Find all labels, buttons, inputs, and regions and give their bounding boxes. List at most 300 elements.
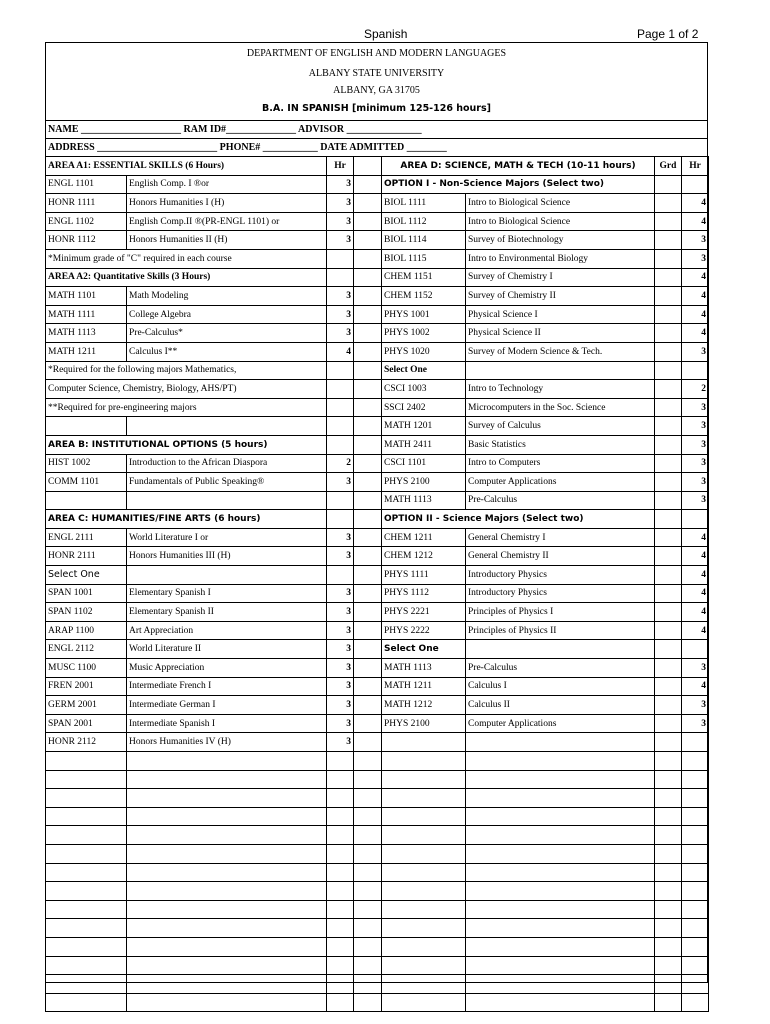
hr-cell[interactable]: [327, 956, 354, 975]
course-code: HONR 1112: [46, 231, 127, 250]
hr-cell[interactable]: [327, 789, 354, 808]
course-code: HONR 2111: [46, 547, 127, 566]
blank-title-cell[interactable]: [127, 752, 327, 771]
grade-cell[interactable]: [354, 305, 382, 324]
course-hours: [327, 398, 354, 417]
grade-cell[interactable]: [354, 175, 382, 194]
grade-cell[interactable]: [655, 454, 682, 473]
course-hours: [327, 435, 354, 454]
blank-title-cell[interactable]: [466, 919, 655, 938]
grade-cell[interactable]: [655, 435, 682, 454]
blank-title-cell[interactable]: [127, 770, 327, 789]
university-line: ALBANY STATE UNIVERSITY: [308, 68, 445, 79]
course-title: [127, 417, 327, 436]
hr-cell[interactable]: [327, 752, 354, 771]
course-hours: 3: [327, 603, 354, 622]
grade-cell[interactable]: [354, 789, 382, 808]
course-title: Principles of Physics I: [466, 603, 655, 622]
course-title: [127, 491, 327, 510]
course-row: [46, 473, 382, 492]
grade-cell[interactable]: [655, 640, 682, 659]
hr-cell[interactable]: [327, 993, 354, 1012]
grade-cell[interactable]: [354, 287, 382, 306]
course-code: CHEM 1211: [382, 528, 466, 547]
blank-title-cell[interactable]: [466, 975, 655, 994]
grade-cell[interactable]: [354, 900, 382, 919]
grade-cell[interactable]: [655, 287, 682, 306]
blank-course-cell[interactable]: [382, 733, 466, 752]
divider: [45, 120, 708, 121]
course-title: English Comp.II ®(PR-ENGL 1101) or: [127, 212, 327, 231]
blank-course-cell[interactable]: [46, 863, 127, 882]
blank-course-cell[interactable]: [46, 993, 127, 1012]
course-hours: [327, 361, 354, 380]
blank-course-cell[interactable]: [382, 993, 466, 1012]
blank-title-cell[interactable]: [127, 919, 327, 938]
grade-cell[interactable]: [354, 975, 382, 994]
course-hours: 3: [327, 621, 354, 640]
course-code: CHEM 1212: [382, 547, 466, 566]
course-row: [46, 268, 382, 287]
grade-cell[interactable]: [655, 398, 682, 417]
hr-cell[interactable]: [682, 993, 709, 1012]
grade-cell[interactable]: [354, 659, 382, 678]
grade-cell[interactable]: [655, 268, 682, 287]
grade-cell[interactable]: [655, 882, 682, 901]
course-hours: 4: [682, 287, 709, 306]
page-number: Page 1 of 2: [637, 27, 699, 41]
blank-course-cell[interactable]: [382, 770, 466, 789]
blank-title-cell[interactable]: [466, 752, 655, 771]
course-hours: 4: [682, 603, 709, 622]
course-code: HONR 2112: [46, 733, 127, 752]
blank-course-cell[interactable]: [46, 789, 127, 808]
course-title: Physical Science II: [466, 324, 655, 343]
grade-cell[interactable]: [354, 491, 382, 510]
blank-course-cell[interactable]: [382, 789, 466, 808]
blank-title-cell[interactable]: [466, 956, 655, 975]
course-code: SPAN 1102: [46, 603, 127, 622]
grade-cell[interactable]: [354, 547, 382, 566]
grade-cell[interactable]: [655, 510, 682, 529]
course-code: MATH 1211: [382, 677, 466, 696]
blank-title-cell[interactable]: [466, 733, 655, 752]
grade-cell[interactable]: [354, 993, 382, 1012]
grade-cell[interactable]: [354, 733, 382, 752]
course-row: [382, 249, 709, 268]
course-hours: [327, 249, 354, 268]
course-row: [382, 435, 709, 454]
hr-cell[interactable]: [682, 789, 709, 808]
course-row: [46, 342, 382, 361]
blank-title-cell[interactable]: [127, 900, 327, 919]
blank-course-cell[interactable]: [382, 956, 466, 975]
course-hours: 4: [682, 212, 709, 231]
hr-cell[interactable]: [682, 975, 709, 994]
course-code: MATH 1101: [46, 287, 127, 306]
hr-cell[interactable]: [327, 937, 354, 956]
course-title: Survey of Chemistry II: [466, 287, 655, 306]
course-row: [382, 621, 709, 640]
blank-course-cell[interactable]: [46, 752, 127, 771]
grade-cell[interactable]: [354, 528, 382, 547]
course-hours: 3: [327, 696, 354, 715]
course-title: Calculus I: [466, 677, 655, 696]
course-row: [46, 807, 382, 826]
grade-cell[interactable]: [655, 900, 682, 919]
course-row: [382, 361, 709, 380]
grade-cell[interactable]: [655, 789, 682, 808]
hr-cell[interactable]: [682, 937, 709, 956]
grade-cell[interactable]: [354, 937, 382, 956]
course-hours: 3: [327, 659, 354, 678]
course-row: [382, 882, 709, 901]
grade-cell[interactable]: [354, 342, 382, 361]
section-label: Computer Science, Chemistry, Biology, AHS/PT): [46, 380, 327, 399]
blank-title-cell[interactable]: [127, 937, 327, 956]
course-code: [46, 491, 127, 510]
course-title: Pre-Calculus*: [127, 324, 327, 343]
blank-title-cell[interactable]: [127, 956, 327, 975]
grade-cell[interactable]: [354, 454, 382, 473]
grade-cell[interactable]: [354, 826, 382, 845]
grade-cell[interactable]: [354, 603, 382, 622]
grade-cell[interactable]: [655, 770, 682, 789]
course-title: Pre-Calculus: [466, 491, 655, 510]
grade-cell[interactable]: [655, 566, 682, 585]
blank-course-cell[interactable]: [382, 937, 466, 956]
course-hours: 4: [682, 547, 709, 566]
course-hours: 3: [327, 714, 354, 733]
course-row: [46, 677, 382, 696]
course-row: [382, 770, 709, 789]
grade-cell[interactable]: [354, 956, 382, 975]
grade-cell[interactable]: [354, 752, 382, 771]
blank-title-cell[interactable]: [466, 900, 655, 919]
grade-cell[interactable]: [354, 212, 382, 231]
grade-cell[interactable]: [354, 807, 382, 826]
left-course-table: [45, 156, 382, 1012]
grade-cell[interactable]: [354, 398, 382, 417]
course-code: MATH 1111: [46, 305, 127, 324]
blank-course-cell[interactable]: [46, 975, 127, 994]
grade-cell[interactable]: [354, 194, 382, 213]
course-hours: 3: [682, 435, 709, 454]
hr-cell[interactable]: [682, 770, 709, 789]
grade-cell[interactable]: [354, 435, 382, 454]
course-code: PHYS 2222: [382, 621, 466, 640]
course-hours: 3: [327, 677, 354, 696]
grade-cell[interactable]: [354, 882, 382, 901]
course-hours: [682, 175, 709, 194]
course-code: PHYS 2100: [382, 714, 466, 733]
course-row: [382, 844, 709, 863]
course-title: Intro to Biological Science: [466, 194, 655, 213]
course-hours: [327, 510, 354, 529]
grade-cell[interactable]: [655, 342, 682, 361]
course-hours: 3: [682, 454, 709, 473]
blank-title-cell[interactable]: [466, 993, 655, 1012]
course-hours: 3: [327, 473, 354, 492]
course-row: [46, 714, 382, 733]
course-hours: 4: [682, 268, 709, 287]
hr-cell[interactable]: [682, 844, 709, 863]
blank-title-cell[interactable]: [127, 807, 327, 826]
blank-title-cell[interactable]: [127, 826, 327, 845]
course-title: Physical Science I: [466, 305, 655, 324]
grade-cell[interactable]: [354, 268, 382, 287]
course-row: [382, 696, 709, 715]
course-row: [46, 547, 382, 566]
grade-cell[interactable]: [655, 919, 682, 938]
blank-course-cell[interactable]: [46, 919, 127, 938]
grade-cell[interactable]: [655, 696, 682, 715]
course-row: [46, 993, 382, 1012]
course-code: GERM 2001: [46, 696, 127, 715]
course-title: Survey of Modern Science & Tech.: [466, 342, 655, 361]
hr-cell[interactable]: [327, 844, 354, 863]
course-code: BIOL 1114: [382, 231, 466, 250]
course-code: PHYS 2100: [382, 473, 466, 492]
course-code: CSCI 1101: [382, 454, 466, 473]
grade-cell[interactable]: [354, 473, 382, 492]
hr-cell[interactable]: [327, 882, 354, 901]
grade-cell[interactable]: [655, 826, 682, 845]
course-code: Select One: [382, 640, 466, 659]
grade-cell[interactable]: [655, 249, 682, 268]
grade-cell[interactable]: [354, 919, 382, 938]
blank-course-cell[interactable]: [382, 844, 466, 863]
grade-cell[interactable]: [354, 249, 382, 268]
blank-course-cell[interactable]: [382, 882, 466, 901]
blank-title-cell[interactable]: [127, 844, 327, 863]
blank-title-cell[interactable]: [466, 807, 655, 826]
grade-cell[interactable]: [655, 714, 682, 733]
grade-cell[interactable]: [354, 157, 382, 176]
grade-cell[interactable]: [354, 566, 382, 585]
course-title: Intro to Technology: [466, 380, 655, 399]
grade-cell[interactable]: [354, 231, 382, 250]
course-hours: 3: [327, 212, 354, 231]
blank-title-cell[interactable]: [127, 789, 327, 808]
course-title: Introduction to the African Diaspora: [127, 454, 327, 473]
grade-cell[interactable]: [354, 417, 382, 436]
course-row: [382, 287, 709, 306]
course-hours: 3: [327, 547, 354, 566]
grade-cell[interactable]: [655, 863, 682, 882]
course-row: [46, 937, 382, 956]
grade-cell[interactable]: [655, 212, 682, 231]
grade-cell[interactable]: [655, 361, 682, 380]
course-row: [382, 417, 709, 436]
grade-cell[interactable]: [354, 324, 382, 343]
grade-cell[interactable]: [655, 937, 682, 956]
blank-course-cell[interactable]: [46, 844, 127, 863]
blank-title-cell[interactable]: [127, 975, 327, 994]
grade-cell[interactable]: [354, 640, 382, 659]
hr-cell[interactable]: [327, 975, 354, 994]
course-hours: 4: [682, 566, 709, 585]
grade-cell[interactable]: [354, 584, 382, 603]
grade-cell[interactable]: [354, 714, 382, 733]
grade-cell[interactable]: [354, 621, 382, 640]
blank-title-cell[interactable]: [127, 993, 327, 1012]
grade-cell[interactable]: [655, 733, 682, 752]
course-row: [382, 733, 709, 752]
header-row: [382, 157, 709, 176]
course-row: [382, 937, 709, 956]
course-hours: 3: [327, 175, 354, 194]
grade-cell[interactable]: [655, 528, 682, 547]
grade-cell[interactable]: [655, 603, 682, 622]
blank-course-cell[interactable]: [382, 807, 466, 826]
blank-course-cell[interactable]: [46, 807, 127, 826]
hr-cell[interactable]: [682, 752, 709, 771]
grade-cell[interactable]: [655, 752, 682, 771]
course-row: [382, 194, 709, 213]
course-title: Computer Applications: [466, 473, 655, 492]
hr-cell[interactable]: [682, 863, 709, 882]
blank-title-cell[interactable]: [127, 863, 327, 882]
grade-cell[interactable]: [655, 677, 682, 696]
course-code: ARAP 1100: [46, 621, 127, 640]
course-row: [46, 361, 382, 380]
grade-cell[interactable]: [655, 993, 682, 1012]
grade-cell[interactable]: [354, 380, 382, 399]
blank-title-cell[interactable]: [466, 826, 655, 845]
grade-cell[interactable]: [655, 584, 682, 603]
grade-cell[interactable]: [655, 547, 682, 566]
blank-course-cell[interactable]: [382, 863, 466, 882]
grade-cell[interactable]: [354, 361, 382, 380]
course-row: [382, 491, 709, 510]
blank-course-cell[interactable]: [46, 770, 127, 789]
course-hours: 4: [327, 342, 354, 361]
course-title: Survey of Biotechnology: [466, 231, 655, 250]
blank-course-cell[interactable]: [382, 826, 466, 845]
blank-course-cell[interactable]: [382, 752, 466, 771]
course-code: HIST 1002: [46, 454, 127, 473]
course-row: [46, 175, 382, 194]
name-id-advisor-line[interactable]: NAME ____________________ RAM ID#______________ ADVISOR _______________: [48, 124, 422, 135]
hr-cell[interactable]: [327, 919, 354, 938]
course-hours: 3: [327, 528, 354, 547]
hr-cell[interactable]: [327, 770, 354, 789]
course-row: [382, 342, 709, 361]
hr-cell[interactable]: [682, 956, 709, 975]
course-title: Honors Humanities I (H): [127, 194, 327, 213]
grade-cell[interactable]: [655, 621, 682, 640]
blank-course-cell[interactable]: [46, 882, 127, 901]
blank-course-cell[interactable]: [46, 826, 127, 845]
area-a1-heading: AREA A1: ESSENTIAL SKILLS (6 Hours): [46, 157, 327, 176]
course-row: [382, 324, 709, 343]
hr-cell[interactable]: [682, 882, 709, 901]
grade-cell[interactable]: [354, 863, 382, 882]
grade-cell[interactable]: [354, 677, 382, 696]
grade-cell[interactable]: [655, 175, 682, 194]
grade-cell[interactable]: [354, 510, 382, 529]
blank-course-cell[interactable]: [382, 900, 466, 919]
grade-cell[interactable]: [655, 807, 682, 826]
grade-cell[interactable]: [655, 305, 682, 324]
grade-cell[interactable]: [655, 473, 682, 492]
course-code: MUSC 1100: [46, 659, 127, 678]
course-hours: 4: [682, 621, 709, 640]
hr-cell[interactable]: [682, 807, 709, 826]
hr-cell[interactable]: [327, 826, 354, 845]
hr-cell[interactable]: [327, 863, 354, 882]
course-row: [382, 826, 709, 845]
course-row: [46, 324, 382, 343]
course-title: Math Modeling: [127, 287, 327, 306]
grade-cell[interactable]: [655, 380, 682, 399]
course-hours: 3: [682, 473, 709, 492]
grade-cell[interactable]: [655, 491, 682, 510]
course-row: [46, 826, 382, 845]
hr-cell[interactable]: [682, 826, 709, 845]
hr-cell[interactable]: [327, 807, 354, 826]
course-hours: 3: [682, 659, 709, 678]
blank-title-cell[interactable]: [127, 882, 327, 901]
blank-course-cell[interactable]: [382, 919, 466, 938]
blank-title-cell[interactable]: [466, 882, 655, 901]
course-code: ENGL 2112: [46, 640, 127, 659]
course-row: [46, 770, 382, 789]
grade-cell[interactable]: [655, 417, 682, 436]
grade-cell[interactable]: [655, 956, 682, 975]
blank-title-cell[interactable]: [466, 770, 655, 789]
blank-title-cell[interactable]: [466, 789, 655, 808]
course-hours: [682, 640, 709, 659]
grade-cell[interactable]: [354, 770, 382, 789]
course-code: BIOL 1112: [382, 212, 466, 231]
course-row: [46, 417, 382, 436]
hr-cell[interactable]: [682, 900, 709, 919]
course-hours: 3: [327, 194, 354, 213]
blank-title-cell[interactable]: [466, 844, 655, 863]
blank-title-cell[interactable]: [466, 937, 655, 956]
blank-course-cell[interactable]: [46, 937, 127, 956]
grade-cell[interactable]: [354, 696, 382, 715]
hr-cell[interactable]: [682, 733, 709, 752]
course-title: Principles of Physics II: [466, 621, 655, 640]
course-row: [46, 566, 382, 585]
blank-course-cell[interactable]: [46, 956, 127, 975]
address-phone-date-line[interactable]: ADDRESS ________________________ PHONE# ___________ DATE ADMITTED ________: [48, 142, 447, 153]
grade-cell[interactable]: [655, 659, 682, 678]
blank-course-cell[interactable]: [46, 900, 127, 919]
grade-cell[interactable]: [655, 194, 682, 213]
course-row: [46, 882, 382, 901]
grade-cell[interactable]: [655, 324, 682, 343]
grade-cell[interactable]: [655, 975, 682, 994]
blank-course-cell[interactable]: [382, 975, 466, 994]
course-row: [382, 677, 709, 696]
course-row: [382, 528, 709, 547]
hr-cell[interactable]: [327, 900, 354, 919]
hr-cell[interactable]: [682, 919, 709, 938]
course-code: COMM 1101: [46, 473, 127, 492]
grade-cell[interactable]: [655, 231, 682, 250]
blank-title-cell[interactable]: [466, 863, 655, 882]
course-title: English Comp. I ®or: [127, 175, 327, 194]
course-row: [46, 640, 382, 659]
grade-cell[interactable]: [655, 844, 682, 863]
course-title: Introductory Physics: [466, 584, 655, 603]
grade-cell[interactable]: [354, 844, 382, 863]
course-title: Survey of Calculus: [466, 417, 655, 436]
